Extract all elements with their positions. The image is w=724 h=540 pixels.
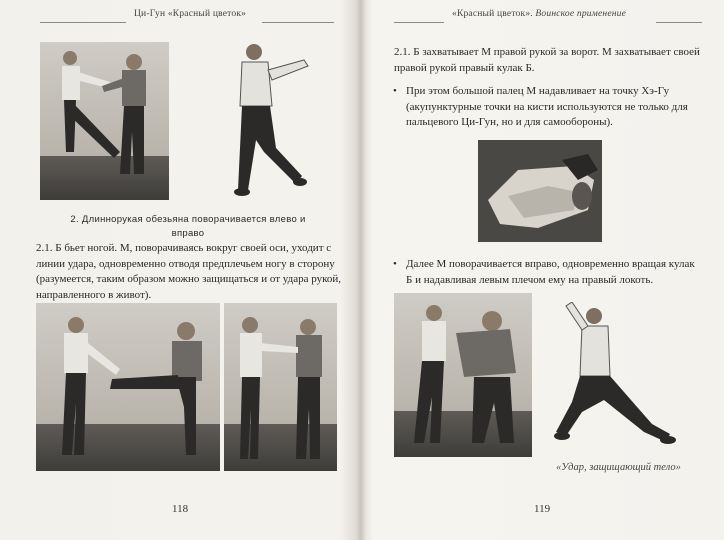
photo-body-protecting-strike xyxy=(552,302,684,452)
bullet-item xyxy=(393,257,702,288)
running-head-title: «Красный цветок». xyxy=(452,9,536,19)
bullet-dot: • xyxy=(393,258,397,270)
running-head-subtitle: Воинское применение xyxy=(535,9,627,19)
left-running-head: Ци-Гун «Красный цветок» xyxy=(134,9,247,19)
right-running-head xyxy=(452,9,626,19)
photo-fist-closeup xyxy=(478,140,602,242)
photo-collar-grab xyxy=(224,303,337,471)
bullet-dot: • xyxy=(393,85,397,97)
bullet-text: При этом большой палец М надавливает на точку Хэ-Гу (акупунктурные точки на кисти используются не только для пальцевого Ци-Гун, но и для самообороны). xyxy=(406,85,688,128)
photo-monkey-turn-stance xyxy=(212,40,324,205)
header-rule-left xyxy=(394,22,444,23)
section-heading: 2. Длиннорукая обезьяна поворачивается влево и вправо xyxy=(70,214,306,239)
bullet-item xyxy=(393,84,702,131)
left-page-number: 118 xyxy=(172,503,189,515)
left-page xyxy=(0,0,360,540)
photo-high-kick xyxy=(36,303,220,471)
bullet-text: Далее М поворачивается вправо, одновременно вращая кулак Б и надавливая левым плечом ему на правый локоть. xyxy=(406,258,695,286)
header-rule-right xyxy=(262,22,334,23)
right-paragraph: 2.1. Б захватывает М правой рукой за ворот. М захватывает своей правой рукой правый кулак Б. xyxy=(394,46,700,74)
header-rule-right xyxy=(656,22,702,23)
photo-elbow-press xyxy=(394,293,532,457)
header-rule-left xyxy=(40,22,126,23)
figure-caption: «Удар, защищающий тело» xyxy=(556,462,681,473)
left-paragraph: 2.1. Б бьет ногой. М, поворачиваясь вокруг своей оси, уходит с линии удара, одновременно отводя предплечьем ногу в сторону (разумеется, таким образом можно защищаться и от удара рукой, направленного в живот). xyxy=(36,242,341,301)
right-page xyxy=(366,0,724,540)
right-page-number: 119 xyxy=(534,503,551,515)
photo-kick-defense xyxy=(40,42,169,200)
